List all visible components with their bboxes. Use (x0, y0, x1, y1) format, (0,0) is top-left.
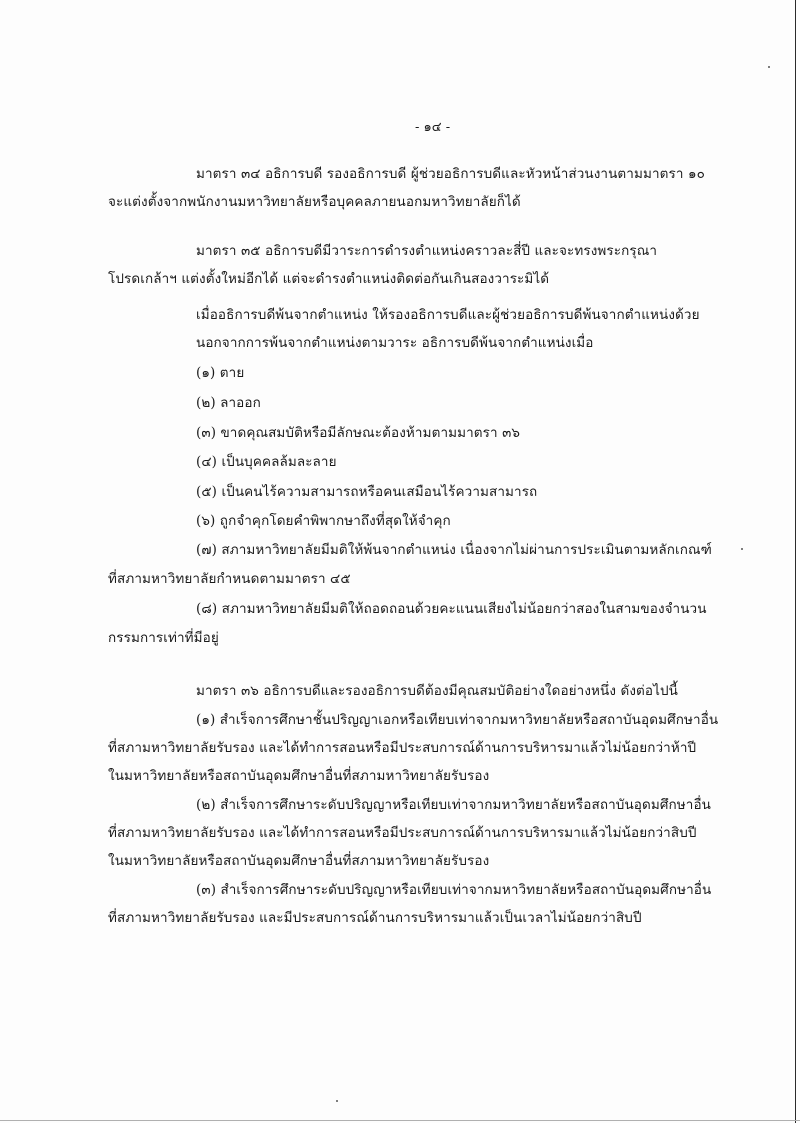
section-36-item-1-line-3: ในมหาวิทยาลัยหรือสถาบันอุดมศึกษาอื่นที่สภามหาวิทยาลัยรับรอง (108, 768, 490, 784)
section-35-item-7-line-2: ที่สภามหาวิทยาลัยกำหนดตามมาตรา ๔๕ (108, 571, 351, 587)
section-35-line-2: โปรดเกล้าฯ แต่งตั้งใหม่อีกได้ แต่จะดำรงตำแหน่งติดต่อกันเกินสองวาระมิได้ (108, 271, 550, 287)
section-36-item-2-line-3: ในมหาวิทยาลัยหรือสถาบันอุดมศึกษาอื่นที่สภามหาวิทยาลัยรับรอง (108, 853, 490, 869)
scan-speck (768, 66, 770, 68)
scan-speck (336, 1100, 338, 1102)
section-36-item-1-line-1: (๑) สำเร็จการศึกษาชั้นปริญญาเอกหรือเทียบเท่าจากมหาวิทยาลัยหรือสถาบันอุดมศึกษาอื่น (196, 712, 719, 728)
section-35-line-1: มาตรา ๓๕ อธิการบดีมีวาระการดำรงตำแหน่งคราวละสี่ปี และจะทรงพระกรุณา (196, 243, 658, 259)
section-36-item-3-line-2: ที่สภามหาวิทยาลัยรับรอง และมีประสบการณ์ด้านการบริหารมาแล้วเป็นเวลาไม่น้อยกว่าสิบปี (108, 910, 642, 926)
section-35-item: (๔) เป็นบุคคลล้มละลาย (196, 454, 337, 470)
section-35-item: (๖) ถูกจำคุกโดยคำพิพากษาถึงที่สุดให้จำคุก (196, 513, 451, 529)
section-35-item-7-line-1: (๗) สภามหาวิทยาลัยมีมติให้พ้นจากตำแหน่ง เนื่องจากไม่ผ่านการประเมินตามหลักเกณฑ์ (196, 542, 712, 558)
section-35-item: (๒) ลาออก (196, 395, 261, 411)
page-number: - ๑๔ - (415, 120, 451, 135)
section-36-item-2-line-1: (๒) สำเร็จการศึกษาระดับปริญญาหรือเทียบเท่าจากมหาวิทยาลัยหรือสถาบันอุดมศึกษาอื่น (196, 797, 712, 813)
section-35-item-8-line-1: (๘) สภามหาวิทยาลัยมีมติให้ถอดถอนด้วยคะแนนเสียงไม่น้อยกว่าสองในสามของจำนวน (196, 601, 707, 617)
section-35-para-2: เมื่ออธิการบดีพ้นจากตำแหน่ง ให้รองอธิการบดีและผู้ช่วยอธิการบดีพ้นจากตำแหน่งด้วย (196, 307, 700, 323)
section-35-para-3: นอกจากการพ้นจากตำแหน่งตามวาระ อธิการบดีพ้นจากตำแหน่งเมื่อ (196, 335, 594, 351)
scan-speck (741, 548, 743, 550)
page-edge-bottom (0, 1120, 800, 1121)
section-35-item: (๑) ตาย (196, 365, 245, 381)
section-34-line-2: จะแต่งตั้งจากพนักงานมหาวิทยาลัยหรือบุคคลภายนอกมหาวิทยาลัยก็ได้ (108, 194, 521, 210)
section-35-item: (๓) ขาดคุณสมบัติหรือมีลักษณะต้องห้ามตามมาตรา ๓๖ (196, 425, 521, 441)
page-edge-right (795, 0, 796, 1123)
section-36-line-1: มาตรา ๓๖ อธิการบดีและรองอธิการบดีต้องมีคุณสมบัติอย่างใดอย่างหนึ่ง ดังต่อไปนี้ (196, 683, 678, 699)
section-36-item-1-line-2: ที่สภามหาวิทยาลัยรับรอง และได้ทำการสอนหรือมีประสบการณ์ด้านการบริหารมาแล้วไม่น้อยกว่าห้าปี (108, 740, 697, 756)
section-36-item-3-line-1: (๓) สำเร็จการศึกษาระดับปริญญาหรือเทียบเท่าจากมหาวิทยาลัยหรือสถาบันอุดมศึกษาอื่น (196, 882, 712, 898)
section-34-line-1: มาตรา ๓๔ อธิการบดี รองอธิการบดี ผู้ช่วยอธิการบดีและหัวหน้าส่วนงานตามมาตรา ๑๐ (196, 166, 705, 182)
section-35-item: (๕) เป็นคนไร้ความสามารถหรือคนเสมือนไร้ความสามารถ (196, 484, 538, 500)
section-35-item-8-line-2: กรรมการเท่าที่มีอยู่ (108, 630, 219, 646)
section-36-item-2-line-2: ที่สภามหาวิทยาลัยรับรอง และได้ทำการสอนหรือมีประสบการณ์ด้านการบริหารมาแล้วไม่น้อยกว่าสิบปี (108, 825, 697, 841)
